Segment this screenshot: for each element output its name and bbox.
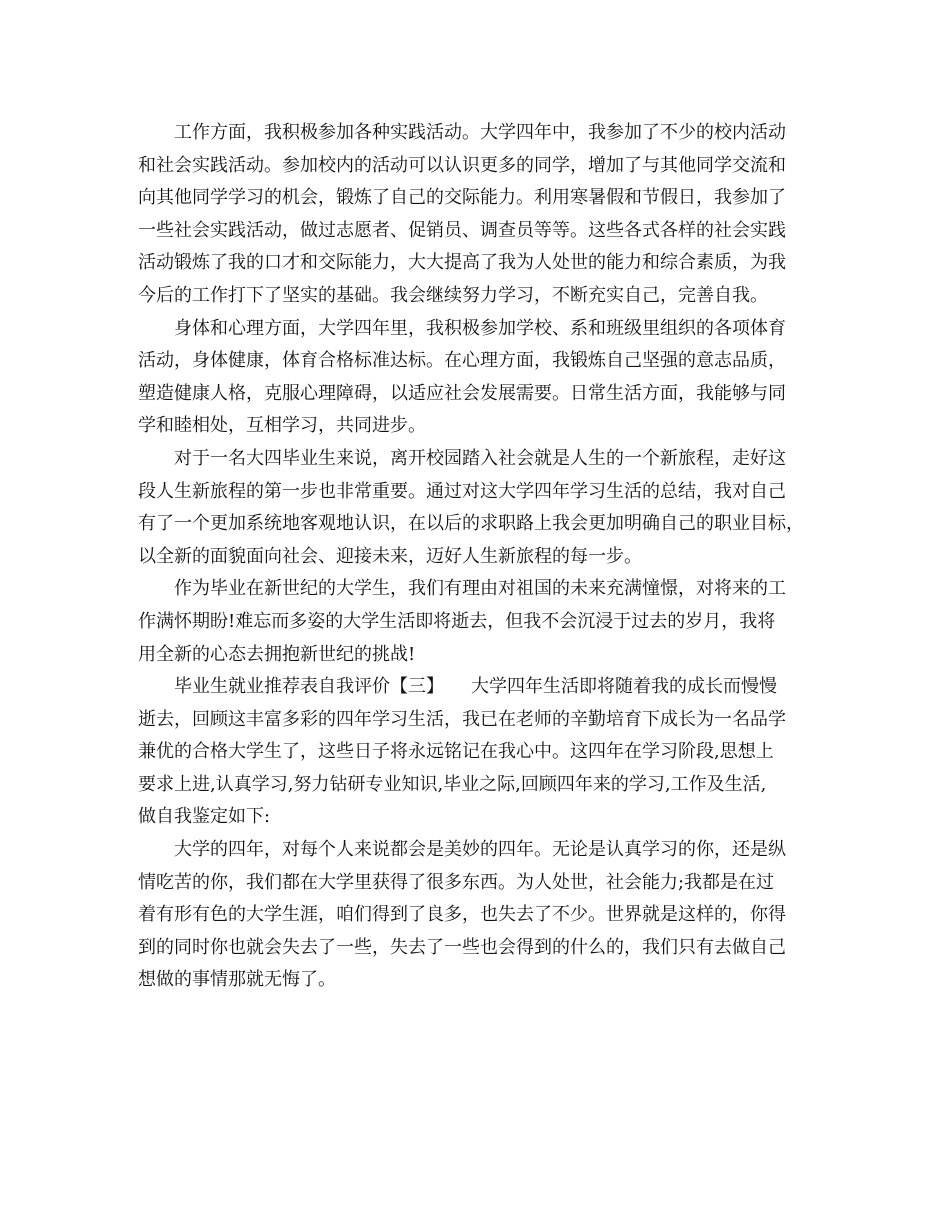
text-line: 段人生新旅程的第一步也非常重要。通过对这大学四年学习生活的总结，我对自己 — [138, 480, 786, 502]
text-line: 做自我鉴定如下: — [138, 806, 271, 828]
paragraph-work — [138, 117, 822, 313]
text-line: 想做的事情那就无悔了。 — [138, 969, 336, 991]
text-line: 有了一个更加系统地客观地认识，在以后的求职路上我会更加明确自己的职业目标， — [138, 513, 804, 535]
paragraph-four-years — [138, 834, 822, 997]
text-line: 身体和心理方面，大学四年里，我积极参加学校、系和班级里组织的各项体育 — [174, 317, 786, 339]
text-line: 情吃苦的你，我们都在大学里获得了很多东西。为人处世，社会能力;我都是在过 — [138, 871, 775, 893]
paragraph-self-evaluation-three — [138, 671, 822, 834]
text-line: 作满怀期盼!难忘而多姿的大学生活即将逝去，但我不会沉浸于过去的岁月，我将 — [138, 610, 776, 632]
text-line: 逝去，回顾这丰富多彩的四年学习生活，我已在老师的辛勤培育下成长为一名品学 — [138, 708, 786, 730]
text-line: 兼优的合格大学生了，这些日子将永远铭记在我心中。这四年在学习阶段,思想上 — [138, 741, 774, 763]
text-line: 和社会实践活动。参加校内的活动可以认识更多的同学，增加了与其他同学交流和 — [138, 154, 786, 176]
text-line: 今后的工作打下了坚实的基础。我会继续努力学习，不断充实自己，完善自我。 — [138, 284, 768, 306]
text-line: 工作方面，我积极参加各种实践活动。大学四年中，我参加了不少的校内活动 — [174, 122, 786, 143]
text-line: 毕业生就业推荐表自我评价【三】 大学四年生活即将随着我的成长而慢慢 — [174, 676, 777, 698]
paragraph-graduate — [138, 443, 822, 573]
text-line: 用全新的心态去拥抱新世纪的挑战! — [138, 643, 416, 665]
text-line: 活动锻炼了我的口才和交际能力，大大提高了我为人处世的能力和综合素质，为我 — [138, 252, 786, 274]
text-line: 活动，身体健康，体育合格标准达标。在心理方面，我锻炼自己坚强的意志品质， — [138, 350, 786, 372]
text-line: 到的同时你也就会失去了一些，失去了一些也会得到的什么的，我们只有去做自己 — [138, 936, 786, 958]
text-line: 要求上进,认真学习,努力钻研专业知识,毕业之际,回顾四年来的学习,工作及生活, — [138, 773, 767, 795]
text-line: 作为毕业在新世纪的大学生，我们有理由对祖国的未来充满憧憬，对将来的工 — [174, 578, 786, 600]
text-line: 学和睦相处，互相学习，共同进步。 — [138, 415, 426, 437]
document-page — [138, 117, 822, 997]
text-line: 向其他同学学习的机会，锻炼了自己的交际能力。利用寒暑假和节假日，我参加了 — [138, 187, 786, 209]
text-line: 一些社会实践活动，做过志愿者、促销员、调查员等等。这些各式各样的社会实践 — [138, 219, 786, 241]
paragraph-new-century — [138, 573, 822, 671]
paragraph-health — [138, 313, 822, 443]
text-line: 以全新的面貌面向社会、迎接未来，迈好人生新旅程的每一步。 — [138, 545, 642, 567]
text-line: 大学的四年，对每个人来说都会是美妙的四年。无论是认真学习的你，还是纵 — [174, 839, 786, 861]
text-line: 对于一名大四毕业生来说，离开校园踏入社会就是人生的一个新旅程，走好这 — [174, 447, 786, 469]
text-line: 塑造健康人格，克服心理障碍，以适应社会发展需要。日常生活方面，我能够与同 — [138, 382, 786, 404]
text-line: 着有形有色的大学生涯，咱们得到了良多，也失去了不少。世界就是这样的，你得 — [138, 904, 786, 926]
